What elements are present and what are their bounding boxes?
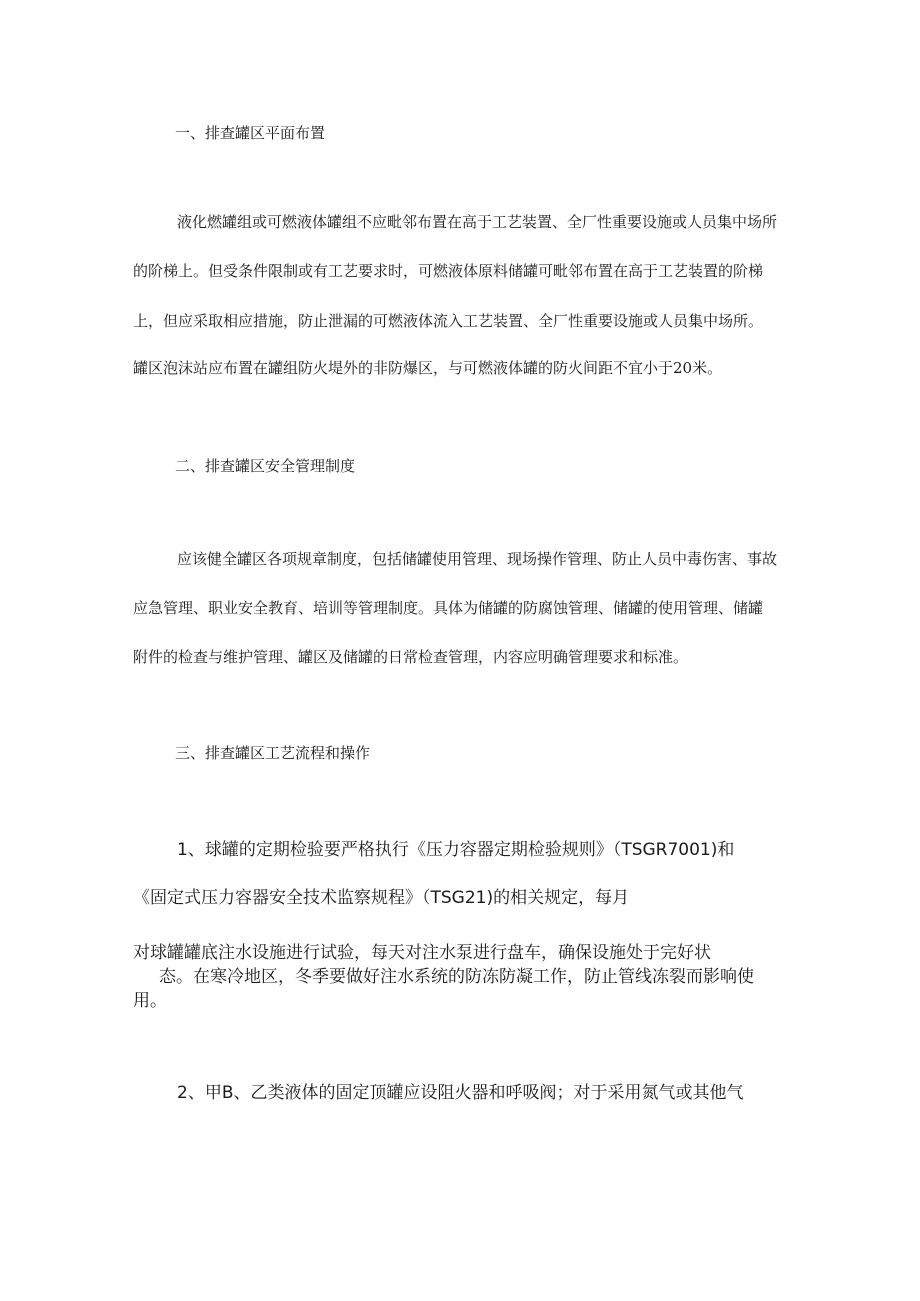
- section-3-heading: 三、排查罐区工艺流程和操作: [175, 744, 371, 762]
- section-1-line-1: 液化燃罐组或可燃液体罐组不应毗邻布置在高于工艺装置、全厂性重要设施或人员集中场所: [177, 213, 778, 231]
- item-1-line-3: 对球罐罐底注水设施进行试验，每天对注水泵进行盘车，确保设施处于完好状: [133, 943, 711, 963]
- item-1-line-5: 用。: [133, 991, 167, 1011]
- item-1-line-4: 态。在寒冷地区，冬季要做好注水系统的防冻防凝工作，防止管线冻裂而影响使: [159, 967, 754, 987]
- item-1-line-2: 《固定式压力容器安全技术监察规程》（TSG21)的相关规定，每月: [133, 888, 630, 908]
- section-2-line-3: 附件的检查与维护管理、罐区及储罐的日常检查管理，内容应明确管理要求和标准。: [133, 648, 689, 666]
- section-1-heading: 一、排查罐区平面布置: [175, 124, 326, 142]
- section-2-heading: 二、排查罐区安全管理制度: [175, 457, 356, 475]
- section-1-line-2: 的阶梯上。但受条件限制或有工艺要求时，可燃液体原料储罐可毗邻布置在高于工艺装置的阶梯: [133, 262, 764, 280]
- section-2-line-1: 应该健全罐区各项规章制度，包括储罐使用管理、现场操作管理、防止人员中毒伤害、事故: [177, 550, 778, 568]
- section-1-line-3: 上，但应采取相应措施，防止泄漏的可燃液体流入工艺装置、全厂性重要设施或人员集中场所。: [133, 312, 764, 330]
- section-2-line-2: 应急管理、职业安全教育、培训等管理制度。具体为储罐的防腐蚀管理、储罐的使用管理、储罐: [133, 599, 764, 617]
- section-1-line-4: 罐区泡沫站应布置在罐组防火堤外的非防爆区，与可燃液体罐的防火间距不宜小于20米。: [133, 359, 723, 377]
- item-2-line-1: 2、甲B、乙类液体的固定顶罐应设阻火器和呼吸阀；对于采用氮气或其他气: [177, 1083, 744, 1103]
- item-1-line-1: 1、球罐的定期检验要严格执行《压力容器定期检验规则》（TSGR7001)和: [177, 840, 735, 860]
